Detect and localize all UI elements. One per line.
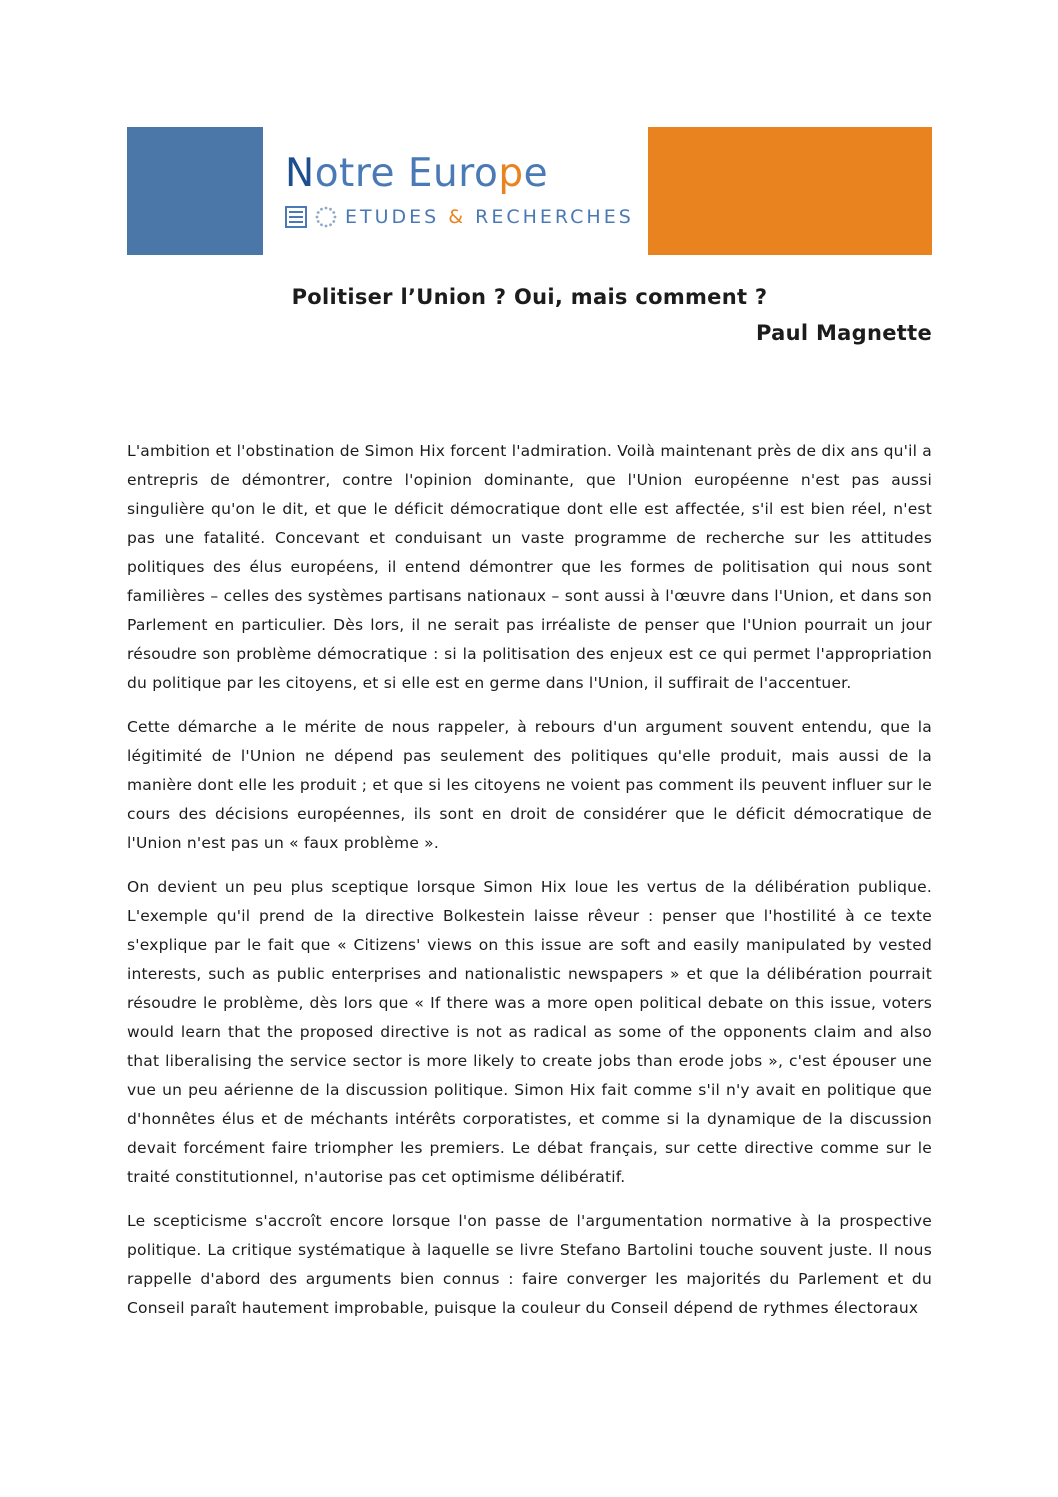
document-lines-icon xyxy=(285,206,307,228)
logo-subtitle-ampersand: & xyxy=(448,205,467,228)
body-paragraph: On devient un peu plus sceptique lorsque Simon Hix loue les vertus de la délibération publique. L'exemple qu'il prend de la directive Bolkestein laisse rêveur : penser que l'hostilité à ce texte s'explique par le fait que « Citizens' views on this issue are soft and easily manipulated by vested interests, such as public enterprises and nationalistic newspapers » et que la délibération pourrait résoudre le problème, dès lors que « If there was a more open political debate on this issue, voters would learn that the proposed directive is not as radical as some of the opponents claim and also that liberalising the service sector is more likely to create jobs than erode jobs », c'est épouser une vue un peu aérienne de la discussion politique. Simon Hix fait comme s'il n'y avait en politique que d'honnêtes élus et de méchants intérêts corporatistes, et comme si la dynamique de la discussion devait forcément faire triompher les premiers. Le débat français, sur cette directive comme sur le traité constitutionnel, n'autorise pas cet optimisme délibératif. xyxy=(127,878,932,1186)
body-paragraph: L'ambition et l'obstination de Simon Hix forcent l'admiration. Voilà maintenant près de dix ans qu'il a entrepris de démontrer, contre l'opinion dominante, que l'Union européenne n'est pas aussi singulière qu'on le dit, et que le déficit démocratique dont elle est affectée, s'il est bien réel, n'est pas une fatalité. Concevant et conduisant un vaste programme de recherche sur les attitudes politiques des élus européens, il entend démontrer que les formes de politisation qui nous sont familières – celles des systèmes partisans nationaux – sont aussi à l'œuvre dans l'Union, et dans son Parlement en particulier. Dès lors, il ne serait pas irréaliste de penser que l'Union pourrait un jour résoudre son problème démocratique : si la politisation des enjeux est ce qui permet l'appropriation du politique par les citoyens, et si elle est en germe dans l'Union, il suffirait de l'accentuer. xyxy=(127,442,932,692)
header-gap xyxy=(635,127,648,255)
logo-subtitle xyxy=(345,206,634,228)
logo-text-otre-euro: otre Euro xyxy=(314,151,499,197)
header-blue-block xyxy=(127,127,263,255)
logo-subtitle-etudes: ETUDES xyxy=(345,205,440,228)
logo-letter-p: p xyxy=(498,151,524,197)
logo-letter-e: e xyxy=(523,151,549,197)
title-block xyxy=(127,285,932,345)
document-body xyxy=(127,437,932,1323)
author-name: Paul Magnette xyxy=(756,321,932,345)
logo-wordmark xyxy=(285,153,635,196)
logo-subtitle-recherches: RECHERCHES xyxy=(475,205,634,228)
logo-letter-n: N xyxy=(285,151,315,197)
eu-stars-circle-icon xyxy=(314,205,338,229)
logo-panel xyxy=(263,127,635,255)
page-title: Politiser l’Union ? Oui, mais comment ? xyxy=(291,285,768,309)
body-paragraph: Cette démarche a le mérite de nous rappeler, à rebours d'un argument souvent entendu, que la légitimité de l'Union ne dépend pas seulement des politiques qu'elle produit, mais aussi de la manière dont elle les produit ; et que si les citoyens ne voient pas comment ils peuvent influer sur le cours des décisions européennes, ils sont en droit de considérer que le déficit démocratique de l'Union n'est pas un « faux problème ». xyxy=(127,718,932,852)
header-banner xyxy=(127,127,932,255)
logo-subtitle-row xyxy=(285,205,635,229)
header-orange-block xyxy=(648,127,932,255)
body-paragraph: Le scepticisme s'accroît encore lorsque l'on passe de l'argumentation normative à la prospective politique. La critique systématique à laquelle se livre Stefano Bartolini touche souvent juste. Il nous rappelle d'abord des arguments bien connus : faire converger les majorités du Parlement et du Conseil paraît hautement improbable, puisque la couleur du Conseil dépend de rythmes électoraux xyxy=(127,1212,932,1317)
